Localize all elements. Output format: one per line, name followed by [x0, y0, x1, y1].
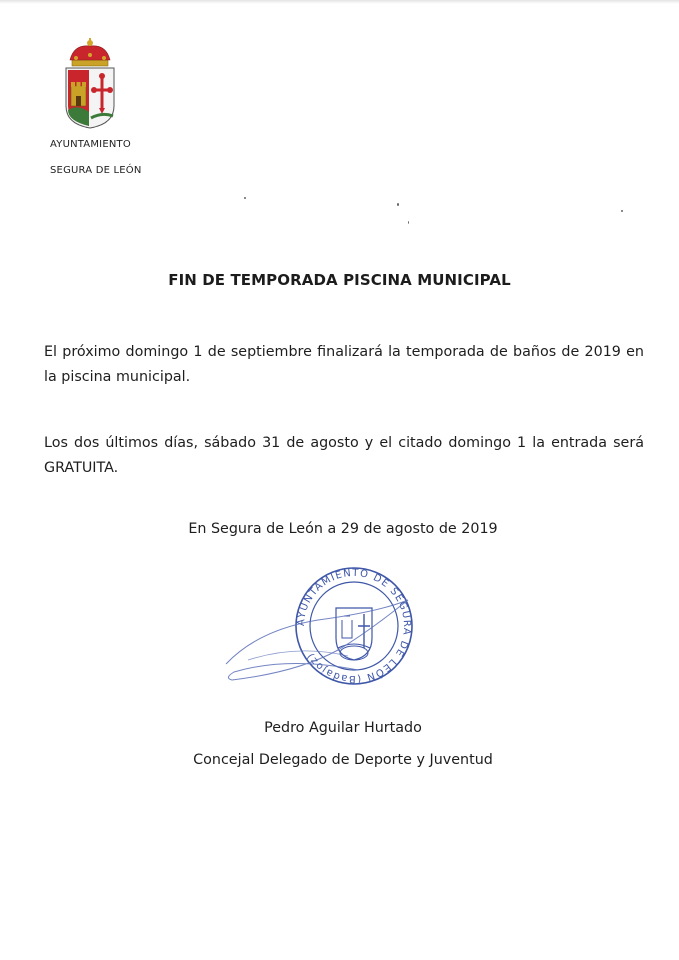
scan-speck: [244, 197, 246, 199]
paragraph-season-end: El próximo domingo 1 de septiembre finalizará la temporada de baños de 2019 en la piscina municipal.: [44, 344, 644, 385]
seal-text: AYUNTAMIENTO DE SEGURA DE LEÓN (Badajoz): [295, 567, 413, 685]
paragraph-free-entry: Los dos últimos días, sábado 31 de agosto y el citado domingo 1 la entrada será GRATUITA.: [44, 435, 644, 476]
document-title: FIN DE TEMPORADA PISCINA MUNICIPAL: [168, 271, 511, 289]
scan-edge: [0, 0, 679, 4]
scan-speck: [621, 210, 623, 212]
signer-name: Pedro Aguilar Hurtado: [264, 720, 422, 736]
scan-speck: [397, 203, 399, 206]
date-line: En Segura de León a 29 de agosto de 2019: [188, 521, 498, 537]
org-town: SEGURA DE LEÓN: [50, 165, 142, 176]
coat-of-arms-icon: [60, 38, 120, 130]
official-seal-icon: [218, 560, 418, 695]
org-name: AYUNTAMIENTO: [50, 139, 131, 150]
svg-text:AYUNTAMIENTO DE SEGURA DE LEÓN: [296, 568, 412, 684]
scan-speck: [408, 221, 409, 224]
signer-role: Concejal Delegado de Deporte y Juventud: [193, 752, 493, 768]
